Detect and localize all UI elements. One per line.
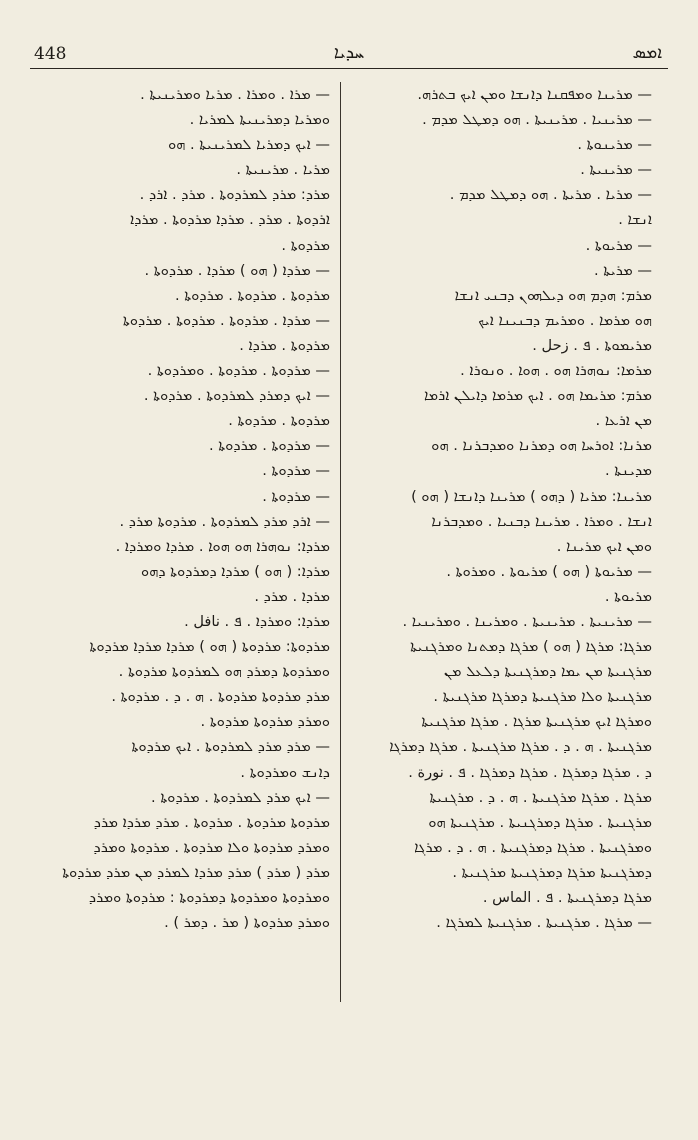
text-line: — ܐܝܟ ܕܡܪܕ ܠܡܪܕܘܬܐ . ܡܪܕܘܬܐ . [143, 387, 330, 405]
text-line: — ܐܝܟ ܕܡܪܝܐ ܠܡܪܝܢܝܬܐ . ܗܘ [168, 136, 330, 154]
text-line: ܘܡܪܕ ܡܪܕܘܬܐ ( ܡܪ . ܕܡܪ ) . [164, 914, 330, 932]
text-line: ܡܪܢܐ: ܐܘܪܚܐ ܗܘ ܕܡܪܢܐ ܘܡܕܒܪܢܐ . ܗܘ [431, 437, 652, 455]
text-line: ܘܡܪܓܢܝܬܐ . ܡܪܓܐ ܕܡܪܓܢܝܬܐ . ܗ . ܕ . ܡܪܓܐ [414, 838, 652, 856]
text-line: — ܐܝܟ ܡܪܕ ܠܡܪܕܘܬܐ . ܡܪܕܘܬܐ . [151, 788, 330, 806]
text-line: ܡܪܓܢܝܬܐ ܡܢ ܝܡܐ ܕܡܪܓܢܝܬܐ ܕܠܥܠ ܡܢ [444, 663, 652, 681]
text-line: ܡܪܓܐ . ܡܪܓܐ ܡܪܓܢܝܬܐ . ܗ . ܕ . ܡܪܓܢܝܬܐ [429, 788, 652, 806]
text-line: — ܡܪܕܐ ( ܗܘ ) ܡܪܕܐ . ܡܪܕܘܬܐ . [144, 261, 330, 279]
text-line: — ܡܪܕܘܬܐ . ܡܪܕܘܬܐ . ܘܡܪܕܘܬܐ . [147, 362, 330, 380]
text-line: ܘܡܪܝܐ ܕܡܪܝܢܝܬܐ ܠܡܪܝܐ . [189, 111, 330, 129]
text-line: — ܡܪܝܬܐ . [594, 261, 652, 279]
page-header [26, 40, 672, 68]
text-line: ܡܪܕܘܬܐ . ܡܪܕܘܬܐ . ܡܪܕܘܬܐ . [175, 286, 330, 304]
text-line: ܐܢܫܐ . [618, 211, 652, 229]
text-line: — ܡܪܝܘܬܐ ( ܗܘ ) ܡܪܝܘܬܐ . ܘܡܪܘܬܐ . [446, 562, 652, 580]
text-line: ܘܡܪܕ ܡܪܕܘܬܐ ܡܪܕܘܬܐ . [200, 713, 330, 731]
text-line: — ܡܪܓܐ . ܡܪܓܢܝܬܐ . ܡܪܓܢܝܬܐ ܠܡܪܓܐ . [436, 914, 652, 932]
text-line: — ܡܪܕܘܬܐ . [262, 462, 330, 480]
text-line: ܡܪܕܘܬܐ ܡܪܕܘܬܐ . ܡܪܕܘܬܐ . ܡܪܕ ܡܪܕܐ ܡܪܕ [93, 813, 330, 831]
text-line: ܘܡܪܓܐ ܐܝܟ ܡܪܓܢܝܬܐ ܡܪܓܐ . ܡܪܓܐ ܡܪܓܢܝܬܐ [421, 713, 652, 731]
text-line: ܡܪܕܐ . ܡܪܕ . [254, 587, 330, 605]
page-number: 448 [34, 44, 67, 64]
text-line: — ܡܪܕܐ . ܡܪܕܘܬܐ . ܡܪܕܘܬܐ . ܡܪܕܘܬܐ [122, 311, 330, 329]
text-line: ܡܕܝܢܬܐ . [605, 462, 652, 480]
text-line: — ܡܪܝܢܝܬܐ . ܡܪܝܢܝܬܐ . ܘܡܪܝܢܐ . ܘܡܪܝܢܝܐ . [402, 612, 652, 630]
text-line: — ܐܪܕ ܡܪܕ ܠܡܪܕܘܬܐ . ܡܪܕܘܬܐ ܡܪܕ . [119, 512, 330, 530]
text-line: — ܡܪܐ . ܘܡܪܐ . ܡܪܝܐ ܘܡܪܝܢܝܬܐ . [140, 86, 330, 103]
text-line: ܡܪܕ ܡܪܕܘܬܐ ܡܪܕܘܬܐ . ܗ . ܕ . ܡܪܕܘܬܐ . [111, 688, 330, 706]
text-line: — ܡܪܕ ܡܪܕ ܠܡܪܕܘܬܐ . ܐܝܟ ܡܪܕܘܬܐ [131, 738, 330, 756]
text-line: ܡܪܕܘܬܐ . ܡܪܕܐ . [239, 336, 330, 354]
text-line: ܡܪܕܘܬܐ: ܡܪܕܘܬܐ ( ܗܘ ) ܡܪܕܐ ܡܪܕܐ ܡܪܕܘܬܐ [89, 638, 330, 656]
text-line: — ܡܪܝܐ . ܡܪܝܬܐ . ܗܘ ܕܡܛܠ ܡܕܡ . [449, 186, 652, 204]
text-line: ܡܪܝܘܬܐ . [604, 587, 652, 605]
text-line: ܕܡܪܓܢܝܬܐ ܡܪܓܐ ܕܡܪܓܢܝܬܐ ܡܪܓܢܝܬܐ . [452, 863, 652, 881]
text-line: ܐܢܫܐ . ܘܡܪܐ . ܡܪܝܢܐ ܕܒܢܝܐ . ܘܡܕܒܪܢܐ [431, 512, 652, 530]
text-line: ܘܡܪܕ ܡܪܕܘܬܐ ܘܠܐ ܡܪܕܘܬܐ . ܡܪܕܘܬܐ ܘܡܪܕ [93, 838, 330, 856]
text-line: ܡܪܓܐ ܕܡܪܓܢܝܬܐ . ܦ . الماس . [482, 889, 652, 906]
text-line: ܡܪܕܐ: ( ܗܘ ) ܡܪܕܐ ܕܡܪܕܘܬܐ ܕܗܘ [141, 562, 330, 580]
text-line: — ܡܪܝܢܐ ܘܡܦܩܢܐ ܕܐܢܫܐ ܘܡܢ ܐܝܟ ܒܬܪܗ. [417, 86, 652, 103]
text-line: ܡܪܝܢܐ: ܡܪܝܐ ( ܕܗܘ ) ܡܪܝܢܐ ܕܐܢܫܐ ( ܗܘ ) [411, 487, 652, 505]
text-line: — ܡܪܝܢܝܐ . ܡܪܝܢܝܬܐ . ܗܘ ܕܡܛܠ ܡܕܡ . [422, 111, 652, 129]
text-line: ܡܪܓܐ: ܡܪܓܐ ( ܗܘ ) ܡܪܓܐ ܕܡܬܢܐ ܘܡܪܓܢܝܬܐ [410, 638, 652, 656]
text-line: ܡܪܕ: ܡܪܕ ܠܡܪܕܘܬܐ . ܡܪܕ . ܐܪܕ . [139, 186, 330, 204]
text-line: — ܡܪܝܢܝܬܐ . [580, 161, 652, 179]
text-line: ܡܪܝܡܘܬܐ . ܦ . زحل . [532, 336, 652, 354]
text-line: ܕ . ܡܪܓܐ ܕܡܪܓܐ . ܡܪܓܐ ܕܡܪܓܐ . ܦ . نورة . [408, 763, 652, 781]
text-line: ܡܪܓܢܝܬܐ . ܡܪܓܐ ܕܡܪܓܢܝܬܐ . ܡܪܓܢܝܬܐ ܗܘ [428, 813, 652, 831]
text-line: — ܡܪܝܢܘܬܐ . [577, 136, 652, 154]
text-line: ܡܪܝܐ . ܡܪܝܢܝܬܐ . [236, 161, 330, 179]
text-line: — ܡܪܝܘܬܐ . [585, 236, 652, 254]
text-line: ܡܪܓܢܝܬܐ . ܗ . ܕ . ܡܪܓܐ ܡܪܓܢܝܬܐ . ܡܪܓܐ ܕܡܪܓܐ [389, 738, 652, 756]
header-rule [30, 68, 668, 69]
text-line: ܐܪܕܘܬܐ . ܡܪܕ . ܡܪܕܐ ܡܪܕܘܬܐ . ܡܪܕܐ [130, 211, 330, 229]
text-line: ܘܡܪܕܘܬܐ ܘܡܪܕܘܬܐ ܕܡܪܕܘܬܐ : ܡܪܕܘܬܐ ܘܡܪܕ [88, 889, 330, 906]
column-divider [340, 82, 341, 1002]
text-line: — ܡܪܕܘܬܐ . [262, 487, 330, 505]
text-line: ܗܘ ܡܪܡܐ . ܘܡܪܝܡ ܕܒܢܝܢܐ ܐܝܟ [478, 311, 652, 329]
text-line: ܘܡܪܕܘܬܐ ܕܡܪܕ ܗܘ ܠܡܪܕܘܬܐ ܡܪܕܘܬܐ . [118, 663, 330, 681]
center-title: ܚܕܝܐ [333, 43, 365, 63]
text-line: ܡܪܕ ( ܡܪܕ ) ܡܪܕ ܡܪܕܐ ܠܡܪܕ ܡܢ ܡܪܕ ܡܪܕܘܬܐ [62, 863, 330, 881]
text-line: ܘܡܢ ܐܝܟ ܡܪܝܢܐ . [556, 537, 652, 555]
text-line: ܡܪܡ: ܡܪܝܡܐ ܗܘ . ܐܝܟ ܡܪܡܐ ܕܐܝܠܢ ܐܪܡܐ [423, 387, 652, 405]
text-line: ܡܪܡ: ܗܕܡ ܗܘ ܕܝܠܗܘܢ ܕܒܢܝ ܐܢܫܐ [454, 286, 652, 304]
left-column [30, 82, 330, 935]
text-line: ܡܪܕܘܬܐ . ܡܪܕܘܬܐ . [228, 412, 330, 430]
text-line: ܡܪܕܘܬܐ . [281, 236, 330, 254]
text-line: ܕܐܢܫ ܘܡܪܕܘܬܐ . [240, 763, 330, 781]
text-line: ܡܪܓܢܝܬܐ ܘܠܐ ܡܪܓܢܝܬܐ ܕܡܪܓܐ ܡܪܓܢܝܬܐ . [433, 688, 652, 706]
text-line: — ܡܪܕܘܬܐ . ܡܪܕܘܬܐ . [208, 437, 330, 455]
right-column [352, 82, 652, 935]
text-line: ܡܪܕܐ: ܘܡܪܕܐ . ܦ . نافل . [184, 612, 330, 630]
text-line: ܡܪܡܐ: ܢܘܗܪܐ ܗܘ . ܗܘܐ . ܘܢܘܪܐ . [460, 362, 652, 380]
text-line: ܡܢ ܐܪܥܐ . [595, 412, 652, 430]
running-head: ܐܡܣ [632, 43, 662, 63]
text-line: ܡܪܕܐ: ܢܘܗܪܐ ܗܘ ܗܘܐ . ܡܪܕܐ ܘܡܪܕܐ . [115, 537, 330, 555]
